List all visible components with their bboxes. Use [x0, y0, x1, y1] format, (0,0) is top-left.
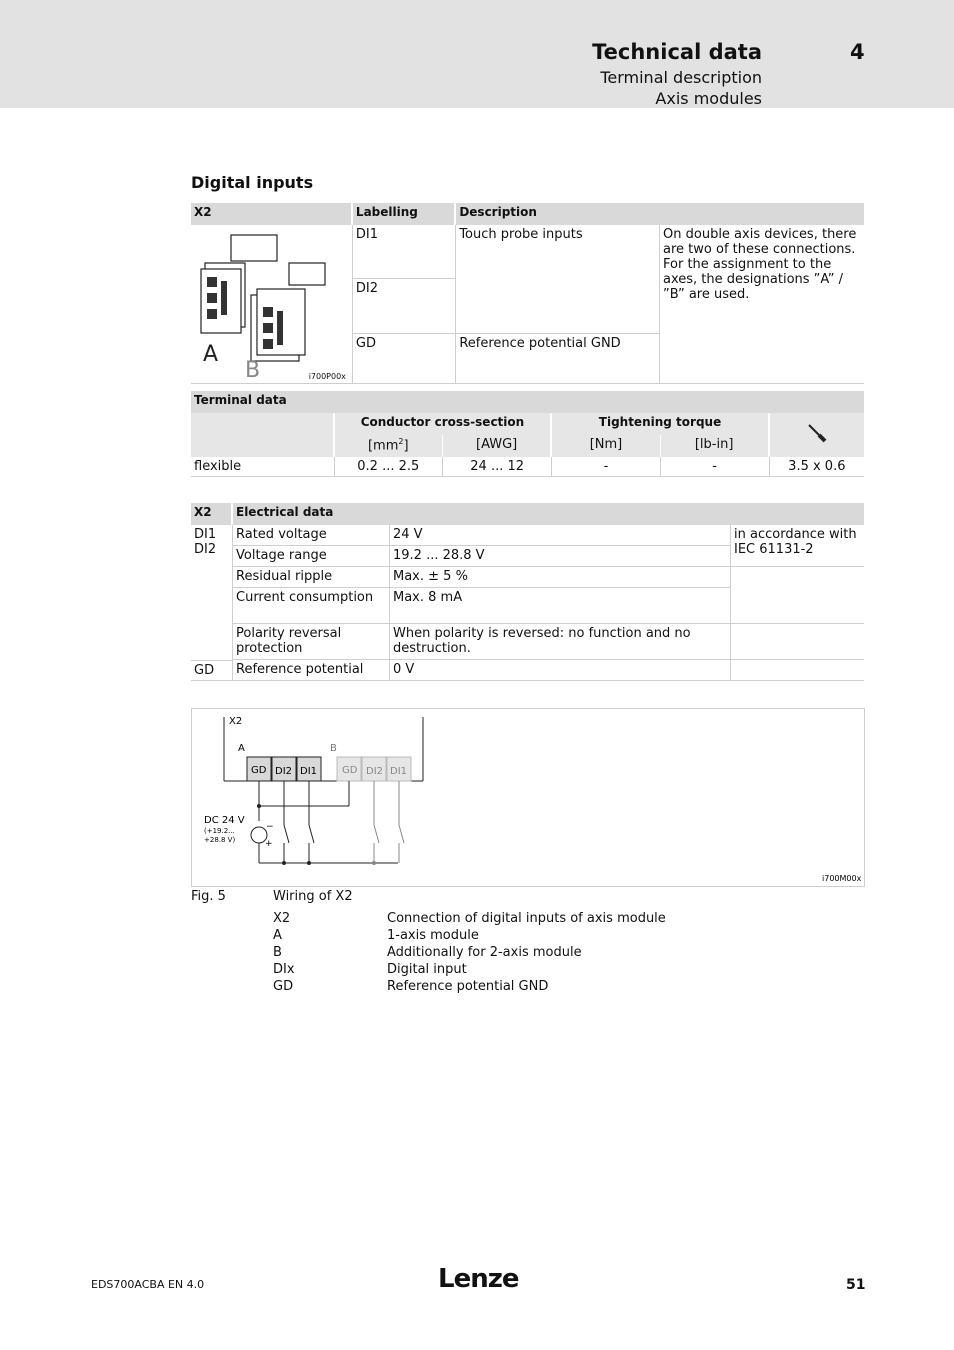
fig-code: i700M00x: [822, 874, 862, 883]
value-mm: 0.2 ... 2.5: [335, 457, 443, 477]
legend-value-1: 1-axis module: [387, 928, 479, 943]
fig-di2-b: DI2: [366, 766, 384, 777]
image-label-a: A: [203, 342, 219, 367]
value-awg: 24 ... 12: [443, 457, 552, 477]
term-gd: GD: [191, 660, 233, 681]
fig-b: B: [330, 743, 337, 754]
desc-gnd: Reference potential GND: [456, 334, 660, 384]
image-code: i700P00x: [308, 372, 346, 381]
connector-image: [191, 225, 353, 384]
fig-di1-a: DI1: [300, 766, 318, 777]
legend-value-0: Connection of digital inputs of axis module: [387, 911, 666, 926]
torque-header: Tightening torque: [552, 413, 769, 435]
label-gd: GD: [353, 334, 456, 384]
elec-name-1: Voltage range: [233, 546, 390, 567]
fig-a: A: [238, 743, 245, 754]
electrical-table: [191, 503, 864, 681]
fig-di1-b: DI1: [390, 766, 408, 777]
subsection-subtitle: Axis modules: [655, 89, 762, 108]
col-x2-elec: X2: [191, 503, 233, 525]
elec-value-1: 19.2 ... 28.8 V: [390, 546, 731, 567]
legend-key-1: A: [273, 928, 282, 943]
col-electrical: Electrical data: [233, 503, 864, 525]
legend-key-3: DIx: [273, 962, 295, 977]
unit-lbin: [lb-in]: [661, 435, 770, 457]
figure-number: Fig. 5: [191, 889, 226, 904]
chapter-number: 4: [850, 40, 865, 64]
value-screwdriver: 3.5 x 0.6: [770, 457, 864, 477]
col-description: Description: [456, 203, 864, 225]
lenze-logo: Lenze: [438, 1264, 519, 1294]
terminal-data-table: [191, 391, 864, 477]
page-header: [0, 0, 954, 108]
fig-range2: +28.8 V): [204, 836, 236, 844]
unit-awg: [AWG]: [443, 435, 552, 457]
col-x2: X2: [191, 203, 353, 225]
fig-range1: (+19.2...: [204, 827, 235, 835]
fig-gd-a: GD: [251, 765, 267, 776]
legend-key-0: X2: [273, 911, 291, 926]
footer-doc-id: EDS700ACBA EN 4.0: [91, 1278, 205, 1291]
wiring-figure: [191, 708, 865, 887]
terminal-data-title: Terminal data: [191, 391, 864, 413]
row-flexible: flexible: [191, 457, 335, 477]
desc-note: On double axis devices, there are two of these connections. For the assignment to the axes, the designations ”A” / ”B” are used.: [660, 225, 864, 384]
fig-x2: X2: [229, 716, 243, 727]
chapter-title: Technical data: [592, 40, 762, 64]
legend-key-4: GD: [273, 979, 294, 994]
value-nm: -: [552, 457, 660, 477]
unit-mm: $[mm^2]$: [335, 435, 443, 457]
section-heading: Digital inputs: [191, 173, 314, 192]
elec-name-0: Rated voltage: [233, 525, 390, 546]
image-label-b: B: [245, 358, 261, 379]
elec-value-0: 24 V: [390, 525, 731, 546]
figure-title: Wiring of X2: [273, 889, 353, 904]
legend-value-3: Digital input: [387, 962, 467, 977]
fig-minus: −: [266, 822, 274, 832]
elec-value-5: 0 V: [390, 660, 731, 681]
fig-gd-b: GD: [342, 765, 358, 776]
terminal-table: [191, 203, 864, 384]
elec-value-2: Max. ± 5 %: [390, 567, 731, 588]
connector-icon: [191, 225, 348, 379]
label-di1: DI1: [353, 225, 456, 279]
fig-di2-a: DI2: [275, 766, 293, 777]
screwdriver-icon: [770, 413, 864, 457]
elec-name-3: Current consumption: [233, 588, 390, 624]
page-number: 51: [846, 1277, 866, 1293]
conductor-header: Conductor cross-section: [335, 413, 553, 435]
legend-value-4: Reference potential GND: [387, 979, 549, 994]
term-di: DI1 DI2: [191, 525, 233, 660]
elec-name-4: Polarity reversal protection: [233, 624, 390, 660]
elec-value-3: Max. 8 mA: [390, 588, 731, 624]
elec-note: in accordance with IEC 61131-2: [731, 525, 864, 567]
label-di2: DI2: [353, 279, 456, 333]
col-labelling: Labelling: [353, 203, 456, 225]
elec-name-2: Residual ripple: [233, 567, 390, 588]
fig-dc: DC 24 V: [204, 815, 245, 826]
legend-value-2: Additionally for 2-axis module: [387, 945, 582, 960]
desc-touch-probe: Touch probe inputs: [456, 225, 660, 334]
elec-value-4: When polarity is reversed: no function and no destruction.: [390, 624, 731, 660]
unit-nm: [Nm]: [552, 435, 660, 457]
wiring-diagram: [192, 709, 864, 886]
elec-name-5: Reference potential: [233, 660, 390, 681]
section-subtitle: Terminal description: [600, 68, 762, 87]
value-lbin: -: [661, 457, 770, 477]
fig-plus: +: [265, 839, 273, 849]
legend-key-2: B: [273, 945, 282, 960]
